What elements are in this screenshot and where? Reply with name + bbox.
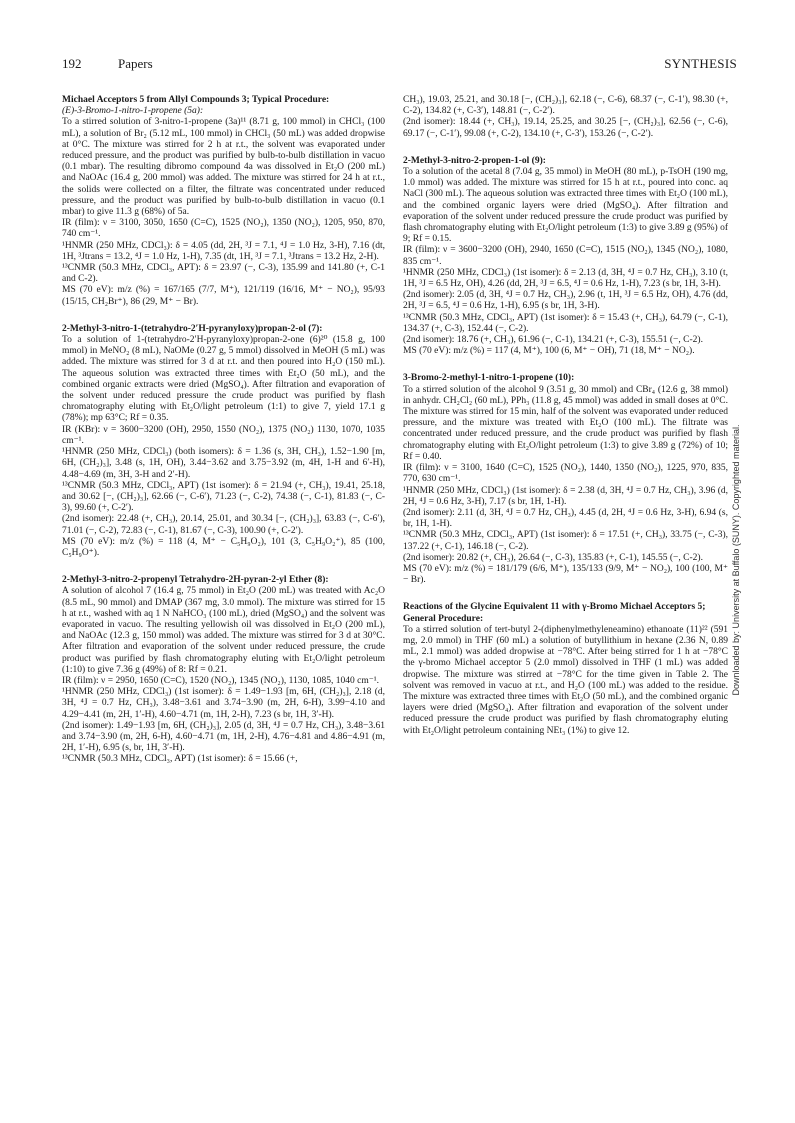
procedure-text: To a stirred solution of tert-butyl 2-(diphenylmethyleneamino) ethanoate (11)²² (591 mg, 2.0 mmol) in THF (60 mL) a solution of butyllithium in hexane (2.36 N, 0.89 mL, 2.1 mmol) was added dropwise at −78°C. After being stirred for 1 h at −78°C the γ-bromo Michael acceptor 5 (2.0 mmol) dissolved in THF (1 mL) was added dropwise. The mixture was stirred at −78°C for the time given in Table 2. The solvent was removed in vacuo at r.t., and H₂O (100 mL) was added to the residue. The mixture was extracted three times with Et₂O (50 mL), and the combined organic layers were dried (MgSO₄). After filtration and evaporation of the solvent under reduced pressure the crude product was purified by flash chromatography eluting with Et₂O/light petroleum containing NEt₃ (1%) to give 12. [403,624,728,736]
right-column [403,95,728,737]
ms-data: MS (70 eV): m/z (%) = 118 (4, M⁺ − C₅H₉O₂), 101 (3, C₅H₉O₂⁺), 85 (100, C₅H₉O⁺). [62,536,385,558]
section-title: 2-Methyl-3-nitro-2-propenyl Tetrahydro-2H-pyran-2-yl Ether (8): [62,575,329,586]
section-title: Reactions of the Glycine Equivalent 11 with γ-Bromo Michael Acceptors 5; General Procedure: [403,602,706,624]
hnmr-data-2nd: (2nd isomer): 1.49−1.93 [m, 6H, (CH₂)₃], 2.05 (d, 3H, ⁴J = 0.7 Hz, CH₃), 3.48−3.61 and 3.74−3.90 (m, 2H, 6-H), 4.60−4.71 (m, 1H, 2-H), 4.76−4.81 and 4.86−4.91 (m, 2H, 1′-H), 6.95 (s, br, 1H, 3′-H). [62,720,385,754]
procedure-text: A solution of alcohol 7 (16.4 g, 75 mmol) in Et₂O (200 mL) was treated with Ac₂O (8.5 mL, 90 mmol) and DMAP (367 mg, 3.0 mmol). The mixture was stirred for 15 h at r.t., washed with aq 1 N NaHCO₃ (100 mL), dried (MgSO₄) and the solvent was evaporated in vacuo. The resulting yellowish oil was dissolved in Et₂O (200 mL), and NaOAc (12.3 g, 150 mmol) was added. The mixture was stirred for 3 d at 30°C. After filtration and evaporation of the solvent under reduced pressure, the crude product was purified by flash chromatography eluting with Et₂O/light petroleum (1:10) to give 7.36 g (49%) of 8: Rf = 0.21. [62,586,385,675]
cnmr-data: ¹³CNMR (50.3 MHz, CDCl₃, APT): δ = 23.97 (−, C-3), 135.99 and 141.80 (+, C-1 and C-2). [62,263,385,285]
procedure-text: To a solution of the acetal 8 (7.04 g, 35 mmol) in MeOH (80 mL), p-TsOH (190 mg, 1.0 mmol) was added. The mixture was stirred for 15 h at r.t., poured into conc. aq NaCl (300 mL). The aqueous solution was extracted three times with Et₂O (100 mL), and the combined organic layers were dried (MgSO₄). After filtration and evaporation of the solvent under reduced pressure the crude product was purified by flash chromatography eluting with Et₂O/light petroleum (1:3) to give 3.89 g (95%) of 9; Rf = 0.15. [403,167,728,245]
ir-data: IR (KBr): ν = 3600−3200 (OH), 2950, 1550 (NO₂), 1375 (NO₂) 1130, 1070, 1035 cm⁻¹. [62,424,385,446]
page-header [62,56,737,76]
cnmr-data: ¹³CNMR (50.3 MHz, CDCl₃, APT) (1st isomer): δ = 15.43 (+, CH₃), 64.79 (−, C-1), 134.37 (+, C-3), 152.44 (−, C-2). [403,312,728,334]
cnmr-data: ¹³CNMR (50.3 MHz, CDCl₃, APT) (1st isomer): δ = 15.66 (+, [62,754,298,765]
cnmr-data: ¹³CNMR (50.3 MHz, CDCl₃, APT) (1st isomer): δ = 17.51 (+, CH₃), 33.75 (−, C-3), 137.22 (+, C-1), 146.18 (−, C-2). [403,530,728,552]
hnmr-data: ¹HNMR (250 MHz, CDCl₃): δ = 4.05 (dd, 2H, ³J = 7.1, ⁴J = 1.0 Hz, 3-H), 7.16 (dt, 1H, ³Jtrans = 13.2, ⁴J = 1.0 Hz, 1-H), 7.35 (dt, 1H, ³J = 7.1, ³Jtrans = 13.2 Hz, 2-H). [62,240,385,262]
cnmr-data-2nd: (2nd isomer): 18.76 (+, CH₃), 61.96 (−, C-1), 134.21 (+, C-3), 155.51 (−, C-2). [403,335,703,346]
section-name: Papers [118,56,153,71]
hnmr-data: ¹HNMR (250 MHz, CDCl₃) (both isomers): δ = 1.36 (s, 3H, CH₃), 1.52−1.90 [m, 6H, (CH₂)₃], 3.48 (s, 1H, OH), 3.44−3.62 and 3.75−3.92 (m, 4H, 1-H and 6′-H), 4.48−4.69 (m, 3H, 3-H and 2′-H). [62,447,385,480]
ms-data: MS (70 eV): m/z (%) = 117 (4, M⁺), 100 (6, M⁺ − OH), 71 (18, M⁺ − NO₂). [403,346,695,357]
hnmr-data-2nd: (2nd isomer): 2.11 (d, 3H, ⁴J = 0.7 Hz, CH₃), 4.45 (d, 2H, ⁴J = 0.6 Hz, 3-H), 6.94 (s, br, 1H, 1-H). [403,507,728,530]
cnmr-data-2nd: (2nd isomer): 22.48 (+, CH₃), 20.14, 25.01, and 30.34 [−, (CH₂)₃], 63.83 (−, C-6′), 71.01 (−, C-2), 72.83 (−, C-1), 81.67 (−, C-3), 100.90 (+, C-2′). [62,514,385,536]
section-title: Michael Acceptors 5 from Allyl Compounds 3; Typical Procedure: [62,95,330,105]
ir-data: IR (film): ν = 3600−3200 (OH), 2940, 1650 (C=C), 1515 (NO₂), 1345 (NO₂), 1080, 835 cm⁻¹. [403,245,728,267]
ir-data: IR (film): ν = 2950, 1650 (C=C), 1520 (NO₂), 1345 (NO₂), 1130, 1085, 1040 cm⁻¹. [62,675,380,686]
ir-data: IR (film): ν = 3100, 1640 (C=C), 1525 (NO₂), 1440, 1350 (NO₂), 1225, 970, 835, 770, 630 cm⁻¹. [403,463,728,485]
left-column [62,95,385,766]
ms-data: MS (70 eV): m/z (%) = 167/165 (7/7, M⁺), 121/119 (16/16, M⁺ − NO₂), 95/93 (15/15, CH₂Br⁺), 86 (29, M⁺ − Br). [62,285,385,307]
cnmr-continued: CH₃), 19.03, 25.21, and 30.18 [−, (CH₂)₃], 62.18 (−, C-6), 68.37 (−, C-1′), 98.30 (+, C-2), 134.82 (+, C-3′), 148.81 (−, C-2′). [403,95,728,117]
hnmr-data: ¹HNMR (250 MHz, CDCl₃) (1st isomer): δ = 2.38 (d, 3H, ⁴J = 0.7 Hz, CH₃), 3.96 (d, 2H, ⁴J = 0.6 Hz, 3-H), 7.17 (s br, 1H, 1-H). [403,485,728,507]
ir-data: IR (film): ν = 3100, 3050, 1650 (C=C), 1525 (NO₂), 1350 (NO₂), 1205, 950, 870, 740 cm⁻¹. [62,218,385,240]
section-title: 2-Methyl-3-nitro-2-propen-1-ol (9): [403,155,546,166]
section-title: 2-Methyl-3-nitro-1-(tetrahydro-2′H-pyranyloxy)propan-2-ol (7): [62,323,323,334]
cnmr-data-2nd: (2nd isomer): 18.44 (+, CH₃), 19.14, 25.25, and 30.25 [−, (CH₂)₃], 62.56 (−, C-6), 69.17 (−, C-1′), 99.08 (+, C-2), 134.10 (+, C-3′), 153.26 (−, C-2′). [403,117,728,139]
journal-name: SYNTHESIS [664,56,737,71]
hnmr-data-2nd: (2nd isomer): 2.05 (d, 3H, ⁴J = 0.7 Hz, CH₃), 2.96 (t, 1H, ³J = 6.5 Hz, OH), 4.76 (dd, 2H, ³J = 6.5, ⁴J = 0.6 Hz, 1-H), 6.95 (s br, 1H, 3-H). [403,290,728,312]
cnmr-data: ¹³CNMR (50.3 MHz, CDCl₃, APT) (1st isomer): δ = 21.94 (+, CH₃), 19.41, 25.18, and 30.62 [−, (CH₂)₃], 62.66 (−, C-6′), 71.23 (−, C-2), 74.38 (−, C-1), 81.83 (−, C-3), 99.60 (+, C-2′). [62,480,385,514]
procedure-text: To a solution of 1-(tetrahydro-2′H-pyranyloxy)propan-2-one (6)²⁰ (15.8 g, 100 mmol) in MeNO₂ (8 mL), NaOMe (0.27 g, 5 mmol) dissolved in MeOH (5 mL) was added. The mixture was stirred for 3 d at r.t. and then poured into H₂O (150 mL). The aqueous solution was extracted three times with Et₂O (50 mL), and the combined organic extracts were dried (MgSO₄). After filtration and evaporation of the solvent under reduced pressure the crude product was purified by flash chromatography eluting with Et₂O/light petroleum (1:1) to give 7, yield 17.1 g (78%); mp 63°C; Rf = 0.35. [62,335,385,424]
hnmr-data: ¹HNMR (250 MHz, CDCl₃) (1st isomer): δ = 1.49−1.93 [m, 6H, (CH₂)₃], 2.18 (d, 3H, ⁴J = 0.7 Hz, CH₃), 3.48−3.61 and 3.74−3.90 (m, 2H, 6-H), 3.99−4.10 and 4.29−4.41 (m, 2H, 1′-H), 4.60−4.71 (m, 1H, 2-H), 7.23 (s br, 1H, 3′-H). [62,687,385,720]
procedure-text: To a stirred solution of 3-nitro-1-propene (3a)¹¹ (8.71 g, 100 mmol) in CHCl₃ (100 mL), a solution of Br₂ (5.12 mL, 100 mmol) in CHCl₃ (50 mL) was added dropwise at 0°C. The mixture was stirred for 2 h at r.t., the solvent was evaporated under reduced pressure, and the product was purified by bulb-to-bulb distillation in vacuo (0.1 mbar). The resulting dibromo compound 4a was dissolved in Et₂O (200 mL) and NaOAc (16.4 g, 200 mmol) was added. The mixture was stirred for 24 h at r.t., the solids were collected on a filter, the filtrate was concentrated under reduced pressure, and the product was purified by bulb-to-bulb distillation in vacuo (0.1 mbar) to give 11.3 g (68%) of 5a. [62,117,385,218]
page-number: 192 [62,56,82,71]
hnmr-data: ¹HNMR (250 MHz, CDCl₃) (1st isomer): δ = 2.13 (d, 3H, ⁴J = 0.7 Hz, CH₃), 3.10 (t, 1H, ³J = 6.5 Hz, OH), 4.26 (dd, 2H, ³J = 6.5, ⁴J = 0.6 Hz, 1-H), 7.23 (s br, 1H, 3-H). [403,267,728,290]
procedure-text: To a stirred solution of the alcohol 9 (3.51 g, 30 mmol) and CBr₄ (12.6 g, 38 mmol) in anhydr. CH₂Cl₂ (60 mL), PPh₃ (11.8 g, 45 mmol) was added in small doses at 0°C. The mixture was stirred for 15 min, half of the solvent was evaporated under reduced pressure, and the mixture was treated with Et₂O (100 mL). The filtrate was concentrated under reduced pressure, and the crude product was purified by flash chromatography eluting with Et₂O/light petroleum (1:3) to give 3.89 g (72%) of 10; Rf = 0.40. [403,384,728,462]
download-notice: Downloaded by: University at Buffalo (SUNY). Copyrighted material. [731,424,741,696]
ms-data: MS (70 eV): m/z (%) = 181/179 (6/6, M⁺), 135/133 (9/9, M⁺ − NO₂), 100 (100, M⁺ − Br). [403,563,728,586]
cnmr-data-2nd: (2nd isomer): 20.82 (+, CH₃), 26.64 (−, C-3), 135.83 (+, C-1), 145.55 (−, C-2). [403,552,703,563]
section-title: 3-Bromo-2-methyl-1-nitro-1-propene (10): [403,373,575,384]
compound-subtitle: (E)-3-Bromo-1-nitro-1-propene (5a): [62,106,204,117]
